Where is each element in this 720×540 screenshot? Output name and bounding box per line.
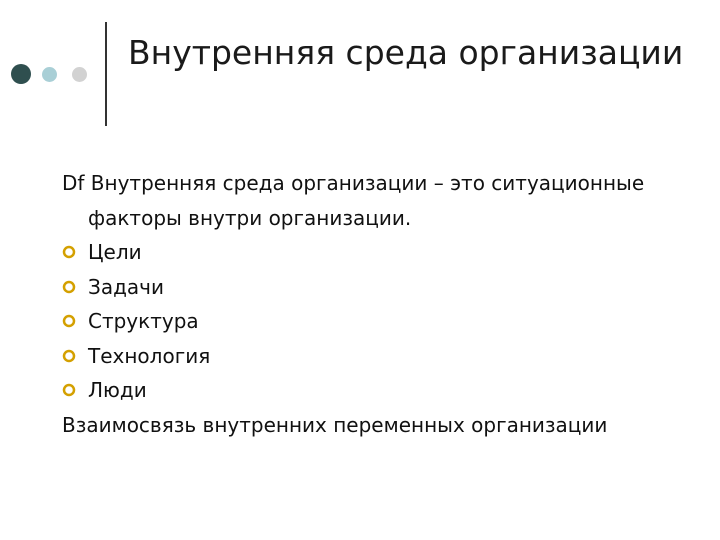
list-item-label: Люди — [88, 378, 147, 402]
open-circle-bullet-icon — [62, 280, 76, 294]
list-item — [62, 373, 702, 408]
closing-text: Взаимосвязь внутренних переменных организации — [62, 412, 608, 437]
list-item-label: Структура — [88, 309, 199, 333]
title-divider — [105, 22, 107, 126]
definition-text: Df Внутренняя среда организации – это ситуационные факторы внутри организации. — [62, 171, 645, 230]
open-circle-bullet-icon — [62, 314, 76, 328]
open-circle-bullet-icon — [62, 245, 76, 259]
decorative-dot-dark — [11, 64, 31, 84]
open-circle-bullet-icon — [62, 383, 76, 397]
list-item — [62, 235, 702, 270]
list-item-label: Цели — [88, 240, 142, 264]
open-circle-bullet-icon — [62, 349, 76, 363]
list-item — [62, 304, 702, 339]
list-item — [62, 270, 702, 305]
list-item-label: Задачи — [88, 274, 164, 299]
factor-list — [62, 235, 702, 408]
list-item-label: Технология — [88, 343, 211, 368]
slide-title: Внутренняя среда организации — [128, 33, 684, 72]
list-item — [62, 339, 702, 374]
decorative-dot-light-blue — [42, 67, 57, 82]
decorative-dot-gray — [72, 67, 87, 82]
slide-body — [62, 166, 702, 442]
